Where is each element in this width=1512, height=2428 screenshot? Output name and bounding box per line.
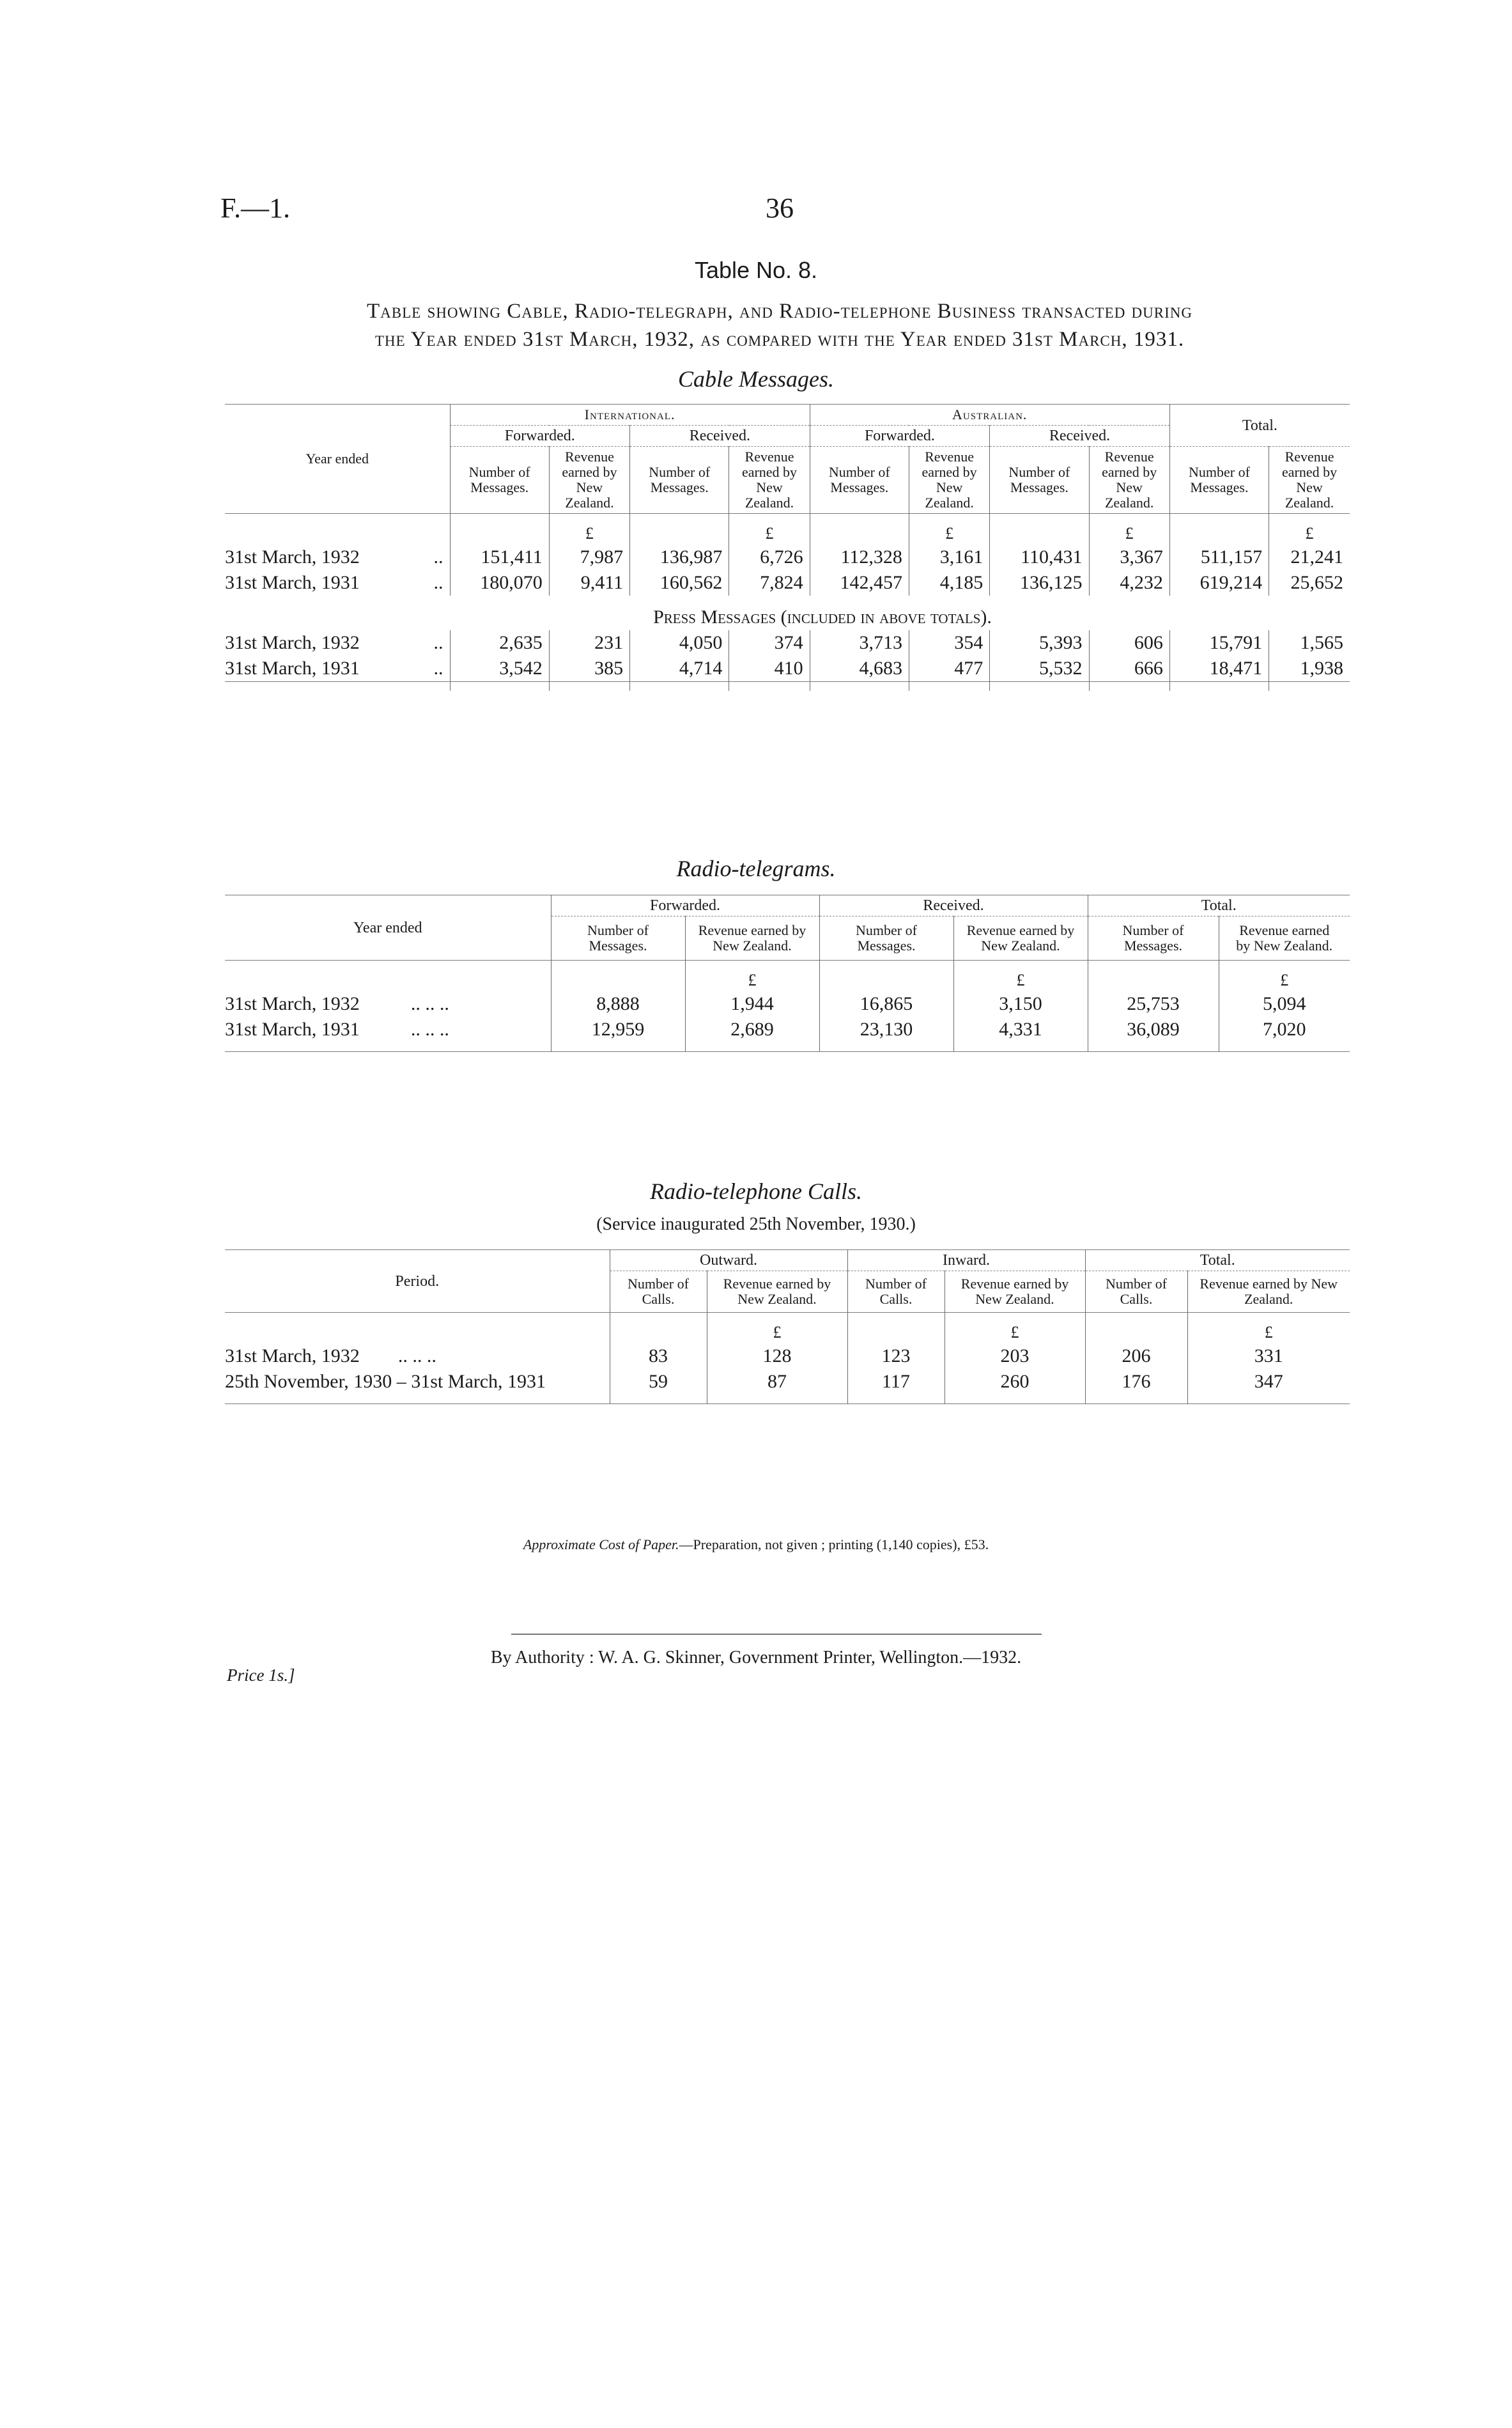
table-cell: 6,726 — [729, 545, 810, 570]
cost-label: Approximate Cost of Paper. — [523, 1536, 679, 1552]
table-cell: 4,683 — [810, 656, 909, 682]
revenue-header: Revenue earned by New Zealand. — [685, 916, 819, 961]
cost-text: —Preparation, not given ; printing (1,140 copies), £53. — [679, 1536, 989, 1552]
table-cell: 59 — [610, 1369, 707, 1395]
table-cell: 25,652 — [1269, 570, 1350, 596]
number-of-messages-header: Number of Messages. — [1088, 916, 1219, 961]
total-header: Total. — [1085, 1250, 1350, 1271]
leader-dots: .. — [433, 572, 444, 593]
table-row — [225, 1017, 1350, 1042]
leader-dots: .. .. .. — [410, 1019, 449, 1040]
table-cell: 9,411 — [549, 570, 629, 596]
table-cell: 8,888 — [551, 991, 685, 1017]
received-header: Received. — [819, 895, 1088, 916]
cable-messages-table — [225, 404, 1350, 691]
table-cell: 7,987 — [549, 545, 629, 570]
leader-dots: .. .. .. — [410, 993, 449, 1014]
revenue-header: Revenue earned by New Zealand. — [1269, 447, 1350, 514]
table-row — [225, 630, 1350, 656]
service-note: (Service inaugurated 25th November, 1930.) — [596, 1214, 916, 1234]
revenue-header: Revenue earned by New Zealand. — [729, 447, 810, 514]
price-label: Price 1s.] — [227, 1666, 295, 1685]
number-of-calls-header: Number of Calls. — [1085, 1271, 1187, 1313]
table-cell: 142,457 — [810, 570, 909, 596]
table-cell: 206 — [1085, 1343, 1187, 1369]
total-header: Total. — [1169, 405, 1350, 447]
caption-line-1: Table showing Cable, Radio-telegraph, and Radio-telephone Business transacted during — [366, 300, 1192, 323]
table-cell: 3,150 — [953, 991, 1088, 1017]
table-cell: 36,089 — [1088, 1017, 1219, 1042]
revenue-header: Revenue earned by New Zealand. — [549, 447, 629, 514]
table-cell: 5,393 — [990, 630, 1089, 656]
table-cell: 606 — [1089, 630, 1169, 656]
table-cell: 354 — [909, 630, 989, 656]
table-cell: 12,959 — [551, 1017, 685, 1042]
leader-dots: .. — [433, 546, 444, 568]
table-row — [225, 991, 1350, 1017]
leader-dots: .. — [433, 632, 444, 653]
press-messages-subtitle: Press Messages (included in above totals). — [653, 607, 992, 628]
table-cell: 110,431 — [990, 545, 1089, 570]
row-label: 31st March, 1932 — [225, 546, 360, 568]
table-cell: 666 — [1089, 656, 1169, 682]
row-label: 25th November, 1930 – 31st March, 1931 — [225, 1371, 546, 1392]
international-header: International. — [450, 405, 810, 426]
table-cell: 21,241 — [1269, 545, 1350, 570]
table-cell: 25,753 — [1088, 991, 1219, 1017]
table-cell: 260 — [945, 1369, 1085, 1395]
leader-dots: .. — [433, 658, 444, 679]
currency-symbol: £ — [685, 970, 819, 991]
year-ended-header: Year ended — [225, 405, 450, 514]
table-cell: 4,331 — [953, 1017, 1088, 1042]
page-number: 36 — [766, 192, 794, 224]
table-number: Table No. 8. — [694, 257, 818, 283]
number-of-calls-header: Number of Calls. — [847, 1271, 945, 1313]
cost-of-paper-note — [0, 1536, 1512, 1553]
table-caption — [211, 297, 1348, 353]
table-cell: 136,125 — [990, 570, 1089, 596]
table-cell: 3,367 — [1089, 545, 1169, 570]
currency-symbol: £ — [1089, 523, 1169, 545]
australian-header: Australian. — [810, 405, 1169, 426]
cable-messages-title: Cable Messages. — [678, 366, 834, 392]
table-cell: 2,689 — [685, 1017, 819, 1042]
table-cell: 4,185 — [909, 570, 989, 596]
table-cell: 123 — [847, 1343, 945, 1369]
page-reference: F.—1. — [220, 192, 290, 224]
period-header: Period. — [225, 1250, 610, 1313]
radio-telephone-table — [225, 1249, 1350, 1404]
total-header: Total. — [1088, 895, 1350, 916]
row-label: 31st March, 1931 — [225, 658, 360, 679]
table-cell: 347 — [1187, 1369, 1350, 1395]
table-cell: 15,791 — [1169, 630, 1269, 656]
table-cell: 16,865 — [819, 991, 953, 1017]
table-cell: 1,944 — [685, 991, 819, 1017]
number-of-messages-header: Number of Messages. — [450, 447, 549, 514]
table-cell: 18,471 — [1169, 656, 1269, 682]
radio-telegrams-table — [225, 895, 1350, 1052]
currency-symbol: £ — [707, 1322, 847, 1343]
table-cell: 4,714 — [630, 656, 729, 682]
table-row — [225, 656, 1350, 682]
revenue-header: Revenue earned by New Zealand. — [953, 916, 1088, 961]
table-row — [225, 545, 1350, 570]
table-cell: 7,824 — [729, 570, 810, 596]
table-cell: 231 — [549, 630, 629, 656]
table-cell: 385 — [549, 656, 629, 682]
year-ended-header: Year ended — [225, 895, 551, 961]
revenue-header: Revenue earned by New Zealand. — [945, 1271, 1085, 1313]
table-cell: 3,542 — [450, 656, 549, 682]
table-cell: 176 — [1085, 1369, 1187, 1395]
table-cell: 4,232 — [1089, 570, 1169, 596]
table-cell: 511,157 — [1169, 545, 1269, 570]
table-cell: 410 — [729, 656, 810, 682]
table-cell: 3,713 — [810, 630, 909, 656]
printer-authority: By Authority : W. A. G. Skinner, Government Printer, Wellington.—1932. — [490, 1648, 1022, 1667]
revenue-header: Revenue earned by New Zealand. — [1187, 1271, 1350, 1313]
table-cell: 160,562 — [630, 570, 729, 596]
footer-rule — [511, 1634, 1042, 1635]
currency-symbol: £ — [909, 523, 989, 545]
currency-symbol: £ — [729, 523, 810, 545]
table-cell: 83 — [610, 1343, 707, 1369]
revenue-header: Revenue earned by New Zealand. — [1219, 916, 1350, 961]
table-cell: 112,328 — [810, 545, 909, 570]
number-of-messages-header: Number of Messages. — [990, 447, 1089, 514]
aus-forwarded-header: Forwarded. — [810, 426, 990, 447]
row-label: 31st March, 1931 — [225, 1019, 360, 1040]
table-cell: 87 — [707, 1369, 847, 1395]
table-cell: 2,635 — [450, 630, 549, 656]
number-of-messages-header: Number of Messages. — [1169, 447, 1269, 514]
caption-line-2: the Year ended 31st March, 1932, as compared with the Year ended 31st March, 1931. — [374, 328, 1185, 351]
table-cell: 117 — [847, 1369, 945, 1395]
table-cell: 3,161 — [909, 545, 989, 570]
table-cell: 128 — [707, 1343, 847, 1369]
currency-symbol: £ — [953, 970, 1088, 991]
number-of-messages-header: Number of Messages. — [551, 916, 685, 961]
inward-header: Inward. — [847, 1250, 1085, 1271]
currency-symbol: £ — [945, 1322, 1085, 1343]
table-cell: 477 — [909, 656, 989, 682]
table-cell: 23,130 — [819, 1017, 953, 1042]
outward-header: Outward. — [610, 1250, 847, 1271]
aus-received-header: Received. — [990, 426, 1170, 447]
forwarded-header: Forwarded. — [551, 895, 819, 916]
row-label: 31st March, 1932 — [225, 1345, 360, 1366]
row-label: 31st March, 1932 — [225, 632, 360, 653]
table-cell: 5,532 — [990, 656, 1089, 682]
currency-symbol: £ — [549, 523, 629, 545]
number-of-messages-header: Number of Messages. — [630, 447, 729, 514]
table-cell: 151,411 — [450, 545, 549, 570]
leader-dots: .. .. .. — [397, 1345, 436, 1366]
table-cell: 136,987 — [630, 545, 729, 570]
table-cell: 180,070 — [450, 570, 549, 596]
currency-symbol: £ — [1219, 970, 1350, 991]
table-row — [225, 570, 1350, 596]
radio-telegrams-title: Radio-telegrams. — [676, 856, 836, 881]
revenue-header: Revenue earned by New Zealand. — [909, 447, 989, 514]
table-cell: 203 — [945, 1343, 1085, 1369]
table-cell: 1,565 — [1269, 630, 1350, 656]
table-row — [225, 1343, 1350, 1369]
row-label: 31st March, 1932 — [225, 993, 360, 1014]
radio-telephone-title: Radio-telephone Calls. — [650, 1179, 862, 1204]
table-cell: 331 — [1187, 1343, 1350, 1369]
table-cell: 5,094 — [1219, 991, 1350, 1017]
row-label: 31st March, 1931 — [225, 572, 360, 593]
intl-forwarded-header: Forwarded. — [450, 426, 630, 447]
table-cell: 1,938 — [1269, 656, 1350, 682]
table-row — [225, 1369, 1350, 1395]
intl-received-header: Received. — [630, 426, 810, 447]
table-cell: 7,020 — [1219, 1017, 1350, 1042]
table-cell: 374 — [729, 630, 810, 656]
number-of-messages-header: Number of Messages. — [819, 916, 953, 961]
currency-symbol: £ — [1187, 1322, 1350, 1343]
table-cell: 4,050 — [630, 630, 729, 656]
number-of-messages-header: Number of Messages. — [810, 447, 909, 514]
revenue-header: Revenue earned by New Zealand. — [1089, 447, 1169, 514]
table-cell: 619,214 — [1169, 570, 1269, 596]
currency-symbol: £ — [1269, 523, 1350, 545]
number-of-calls-header: Number of Calls. — [610, 1271, 707, 1313]
revenue-header: Revenue earned by New Zealand. — [707, 1271, 847, 1313]
